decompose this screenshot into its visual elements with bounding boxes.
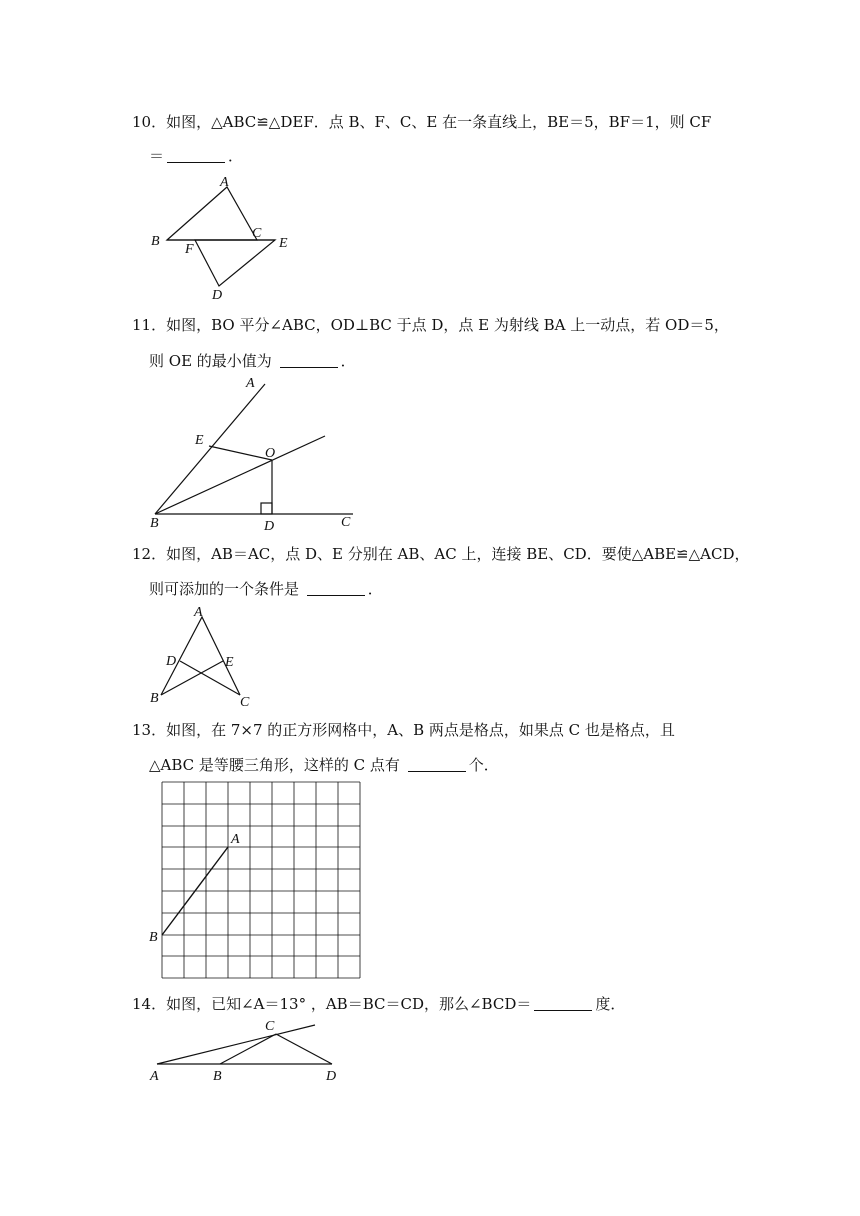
segment-bc <box>220 1034 276 1064</box>
label-a: A <box>246 376 255 391</box>
label-c: C <box>341 515 351 530</box>
label-d: D <box>264 519 275 534</box>
question-13-post: 个． <box>468 756 499 774</box>
label-d: D <box>326 1069 337 1084</box>
question-10-pre: ＝ <box>149 147 165 165</box>
label-c: C <box>240 695 250 710</box>
label-a: A <box>220 175 229 190</box>
question-12-pre: 则可添加的一个条件是 <box>149 580 300 598</box>
label-d: D <box>212 288 223 303</box>
question-14-pre: 14．如图，已知∠A＝13° ，AB＝BC＝CD，那么∠BCD＝ <box>132 995 532 1013</box>
label-a: A <box>150 1069 159 1084</box>
question-14-post: 度． <box>595 995 626 1013</box>
label-c: C <box>252 226 262 241</box>
question-11-pre: 则 OE 的最小值为 <box>149 352 272 370</box>
question-11-post: ． <box>340 352 356 370</box>
label-b: B <box>150 516 159 531</box>
label-b: B <box>150 691 159 706</box>
ray-ac <box>157 1025 315 1064</box>
label-e: E <box>225 655 234 670</box>
question-12-text-line1: 12．如图，AB＝AC，点 D、E 分别在 AB、AC 上，连接 BE、CD．要使△ABE≌△ACD， <box>132 545 750 563</box>
label-d: D <box>166 654 177 669</box>
label-f: F <box>185 242 194 257</box>
label-b: B <box>151 234 160 249</box>
label-a: A <box>231 832 240 847</box>
question-10-post: ． <box>228 147 244 165</box>
label-o: O <box>265 446 276 461</box>
label-e: E <box>279 236 288 251</box>
question-13-text-line1: 13．如图，在 7×7 的正方形网格中，A、B 两点是格点，如果点 C 也是格点，且 <box>132 721 675 739</box>
question-11-text-line1: 11．如图，BO 平分∠ABC，OD⊥BC 于点 D，点 E 为射线 BA 上一动点，若 OD＝5， <box>132 316 729 334</box>
label-b: B <box>149 930 158 945</box>
label-c: C <box>265 1019 275 1034</box>
label-b: B <box>213 1069 222 1084</box>
question-10-text-line1: 10．如图，△ABC≌△DEF．点 B、F、C、E 在一条直线上，BE＝5，BF＝1，则 CF <box>132 113 712 131</box>
segment-cd <box>276 1034 332 1064</box>
question-13-pre: △ABC 是等腰三角形，这样的 C 点有 <box>149 756 400 774</box>
label-a: A <box>194 605 203 620</box>
question-12-post: ． <box>367 580 383 598</box>
label-e: E <box>195 433 204 448</box>
